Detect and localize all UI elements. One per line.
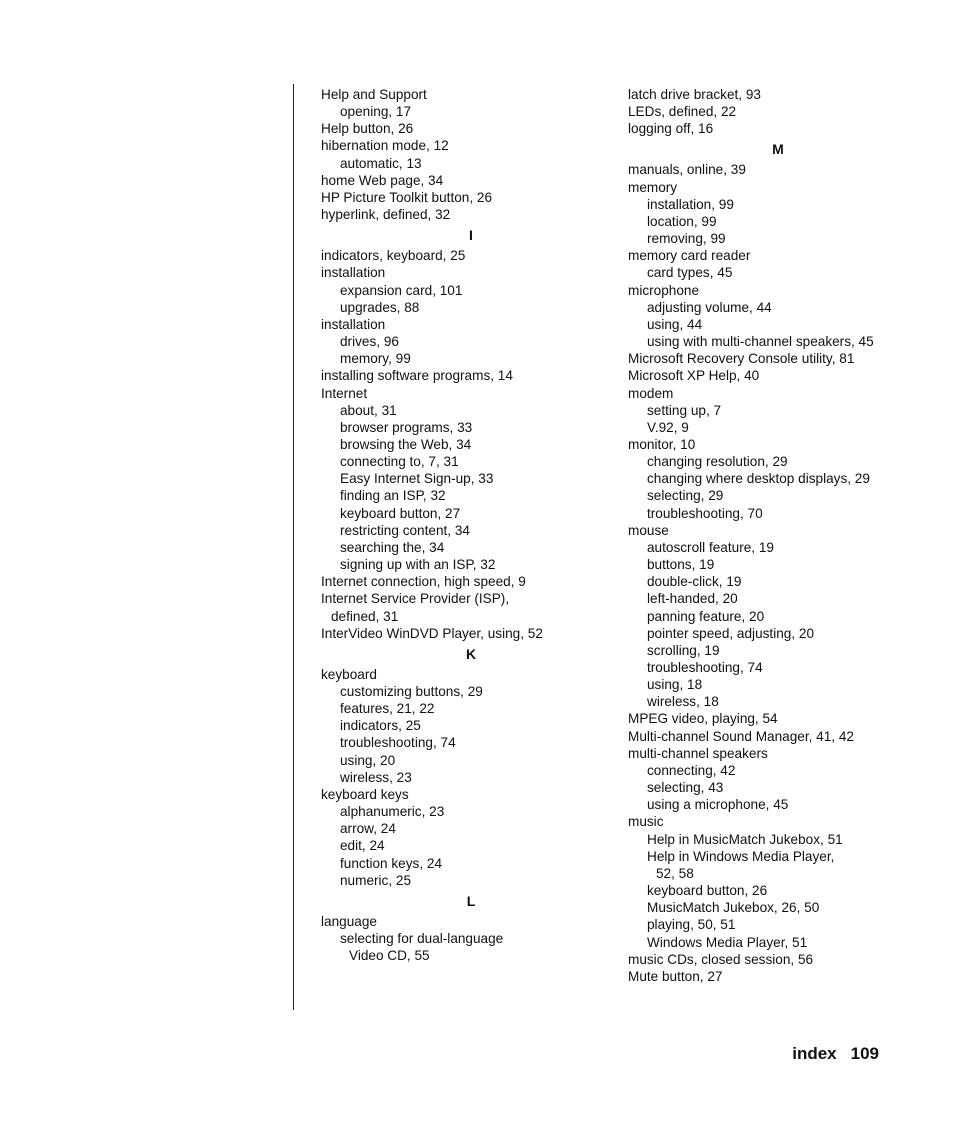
index-entry: memory: [628, 179, 678, 195]
index-subentry: customizing buttons, 29: [340, 684, 483, 699]
page-number: 109: [850, 1044, 879, 1063]
index-subentry: pointer speed, adjusting, 20: [647, 625, 815, 641]
index-entry: music: [628, 814, 664, 830]
index-subentry: upgrades, 88: [340, 299, 420, 315]
index-subentry: Windows Media Player, 51: [647, 934, 808, 950]
index-entry: mouse: [628, 522, 669, 538]
index-subentry: about, 31: [340, 402, 397, 418]
index-subentry: edit, 24: [340, 838, 385, 854]
index-entry: modem: [628, 385, 674, 401]
index-subentry: selecting, 43: [647, 780, 724, 796]
index-subentry: double-click, 19: [647, 574, 742, 590]
index-subentry: scrolling, 19: [647, 642, 720, 658]
index-entry: keyboard: [321, 666, 377, 682]
index-letter-heading: M: [772, 141, 784, 158]
index-entry: Help and Support: [321, 87, 427, 102]
index-subentry: troubleshooting, 74: [340, 735, 456, 751]
index-entry: hyperlink, defined, 32: [321, 207, 451, 223]
index-subentry: adjusting volume, 44: [647, 299, 772, 315]
index-entry: memory card reader: [628, 248, 751, 264]
index-subentry: Help in Windows Media Player,: [647, 848, 835, 864]
index-entry: hibernation mode, 12: [321, 138, 449, 154]
index-subentry: alphanumeric, 23: [340, 804, 445, 820]
index-subentry: changing where desktop displays, 29: [647, 471, 870, 487]
index-subentry: browsing the Web, 34: [340, 436, 472, 452]
index-subentry: selecting for dual-language: [340, 931, 504, 947]
index-entry: installing software programs, 14: [321, 368, 513, 384]
index-entry: Internet Service Provider (ISP),: [321, 591, 510, 607]
index-subentry: Help in MusicMatch Jukebox, 51: [647, 831, 843, 847]
index-letter-heading: I: [469, 227, 473, 244]
index-letter-heading: K: [465, 645, 477, 662]
index-subentry: using with multi-channel speakers, 45: [647, 334, 874, 350]
column-divider-rule: [293, 84, 294, 1010]
index-subentry: memory, 99: [340, 351, 411, 367]
index-subentry: expansion card, 101: [340, 282, 463, 298]
index-subentry: installation, 99: [647, 196, 734, 212]
index-letter-heading: L: [466, 892, 476, 909]
index-entry: installation: [321, 316, 386, 332]
index-subentry: setting up, 7: [647, 402, 722, 418]
index-subentry: buttons, 19: [647, 557, 715, 573]
index-subentry: troubleshooting, 70: [647, 505, 763, 521]
index-subentry: card types, 45: [647, 265, 733, 281]
index-subentry: searching the, 34: [340, 539, 445, 555]
index-subentry: using, 20: [340, 752, 396, 768]
index-subentry: MusicMatch Jukebox, 26, 50: [647, 900, 820, 916]
index-column-left: [321, 86, 621, 964]
index-entry: Mute button, 27: [628, 968, 723, 984]
index-subentry: using a microphone, 45: [647, 797, 789, 813]
index-subentry: signing up with an ISP, 32: [340, 557, 496, 573]
index-entry: keyboard keys: [321, 786, 409, 802]
index-subentry: using, 18: [647, 677, 703, 693]
index-entry: InterVideo WinDVD Player, using, 52: [321, 625, 543, 641]
index-entry: installation: [321, 265, 386, 281]
index-subentry: 52, 58: [656, 865, 694, 881]
index-entry: Internet connection, high speed, 9: [321, 574, 526, 590]
index-subentry: panning feature, 20: [647, 608, 765, 624]
index-subentry: automatic, 13: [340, 155, 422, 171]
index-entry: Help button, 26: [321, 121, 414, 137]
index-subentry: function keys, 24: [340, 855, 443, 871]
index-entry: latch drive bracket, 93: [628, 87, 761, 102]
index-subentry: connecting to, 7, 31: [340, 454, 459, 470]
index-subentry: Easy Internet Sign-up, 33: [340, 471, 494, 487]
index-entry: indicators, keyboard, 25: [321, 248, 466, 264]
index-subentry: browser programs, 33: [340, 419, 473, 435]
index-subentry: drives, 96: [340, 334, 399, 350]
index-subentry: removing, 99: [647, 231, 726, 247]
index-entry: multi-channel speakers: [628, 745, 768, 761]
index-subentry: keyboard button, 26: [647, 883, 768, 899]
index-subentry: indicators, 25: [340, 718, 421, 734]
index-subentry: playing, 50, 51: [647, 917, 736, 933]
index-subentry: wireless, 18: [647, 694, 719, 710]
index-subentry: features, 21, 22: [340, 701, 435, 717]
index-subentry: numeric, 25: [340, 872, 412, 888]
index-subentry: changing resolution, 29: [647, 454, 788, 470]
index-subentry: location, 99: [647, 213, 717, 229]
index-subentry: connecting, 42: [647, 762, 736, 778]
index-column-right: [628, 86, 928, 985]
index-subentry: keyboard button, 27: [340, 505, 461, 521]
index-subentry: left-handed, 20: [647, 591, 738, 607]
index-entry: LEDs, defined, 22: [628, 104, 737, 120]
index-entry: Internet: [321, 385, 368, 401]
index-entry: Microsoft XP Help, 40: [628, 368, 760, 384]
index-subentry: wireless, 23: [340, 769, 412, 785]
index-subentry: using, 44: [647, 316, 703, 332]
index-subentry: defined, 31: [331, 608, 399, 624]
index-entry: MPEG video, playing, 54: [628, 711, 778, 727]
index-entry: music CDs, closed session, 56: [628, 951, 814, 967]
index-entry: home Web page, 34: [321, 172, 444, 188]
index-subentry: opening, 17: [340, 104, 412, 120]
index-entry: Multi-channel Sound Manager, 41, 42: [628, 728, 854, 744]
index-subentry: finding an ISP, 32: [340, 488, 446, 504]
index-entry: manuals, online, 39: [628, 162, 746, 178]
page-footer: [792, 1044, 879, 1064]
index-entry: logging off, 16: [628, 121, 714, 137]
index-subentry: restricting content, 34: [340, 522, 470, 538]
index-entry: language: [321, 913, 377, 929]
index-entry: Microsoft Recovery Console utility, 81: [628, 351, 855, 367]
index-subentry: arrow, 24: [340, 821, 396, 837]
index-entry: microphone: [628, 282, 700, 298]
index-entry: monitor, 10: [628, 436, 696, 452]
index-subentry: Video CD, 55: [349, 948, 430, 964]
index-subentry: troubleshooting, 74: [647, 660, 763, 675]
footer-section-label: index: [792, 1044, 837, 1063]
index-subentry: autoscroll feature, 19: [647, 539, 774, 555]
index-subentry: V.92, 9: [647, 419, 689, 435]
index-entry: HP Picture Toolkit button, 26: [321, 189, 493, 205]
index-subentry: selecting, 29: [647, 488, 724, 504]
